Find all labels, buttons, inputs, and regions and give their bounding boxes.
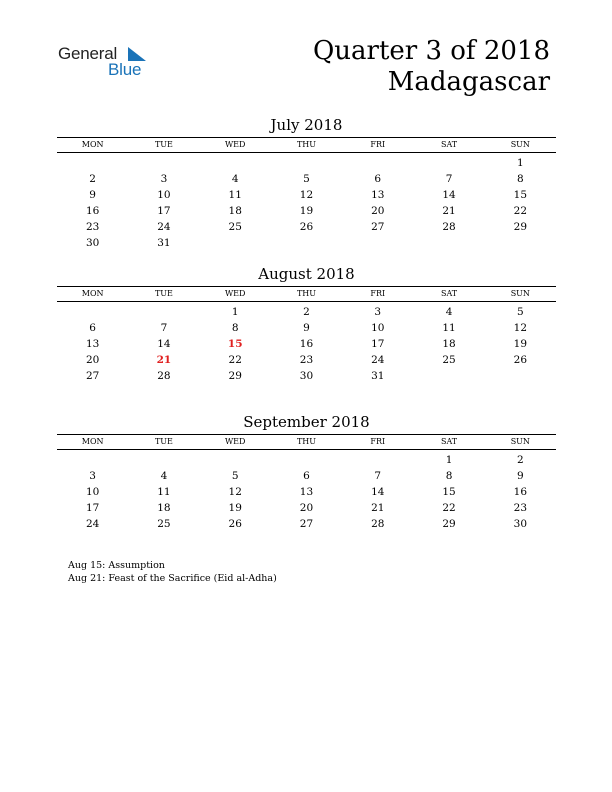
day-cell: 12 (513, 322, 528, 334)
weekday-label: MON (81, 289, 104, 298)
day-cell: 9 (516, 470, 524, 482)
title-country: Madagascar (387, 67, 550, 97)
day-cell: 20 (85, 354, 100, 366)
day-cell: 30 (513, 518, 528, 530)
general-blue-logo (58, 44, 168, 84)
weekday-label: WED (224, 437, 246, 446)
week-row (57, 516, 556, 532)
day-cell (485, 368, 556, 384)
weekday-label: MON (81, 140, 104, 149)
day-cell: 18 (157, 502, 171, 514)
day-cell: 29 (442, 518, 456, 530)
day-cell: 7 (160, 322, 168, 334)
day-cell: 12 (299, 189, 314, 201)
weekday-label: WED (224, 289, 246, 298)
day-cell: 14 (442, 189, 456, 201)
day-cell: 16 (299, 338, 314, 350)
day-cell: 18 (228, 205, 242, 217)
day-cell: 26 (228, 518, 242, 530)
day-cell: 24 (371, 354, 385, 366)
day-cell: 8 (231, 322, 239, 334)
day-cell: 31 (157, 237, 171, 249)
day-cell (271, 155, 342, 171)
month-title: September 2018 (243, 413, 370, 431)
day-cell: 26 (299, 221, 314, 233)
day-cell: 10 (157, 189, 171, 201)
week-row (57, 500, 556, 516)
week-row (57, 336, 556, 352)
day-cell (200, 155, 271, 171)
holiday-notes (68, 559, 277, 585)
day-cell: 9 (89, 189, 96, 201)
day-cell: 17 (157, 205, 171, 217)
day-cell: 4 (160, 470, 168, 482)
week-row (57, 155, 556, 171)
weekday-label: SUN (510, 289, 530, 298)
week-row (57, 203, 556, 219)
day-cell: 21 (442, 205, 456, 217)
week-row (57, 219, 556, 235)
weekday-label: SAT (440, 140, 458, 149)
day-cell: 15 (442, 486, 456, 498)
day-cell (342, 155, 413, 171)
day-cell: 5 (231, 470, 239, 482)
day-cell: 23 (299, 354, 314, 366)
day-cell: 20 (299, 502, 314, 514)
day-cell: 19 (228, 502, 242, 514)
day-cell (271, 235, 342, 251)
day-cell (485, 235, 556, 251)
day-cell: 4 (231, 173, 239, 185)
day-cell: 20 (371, 205, 385, 217)
day-cell: 29 (228, 370, 242, 382)
day-cell: 30 (299, 370, 314, 382)
day-cell: 13 (299, 486, 314, 498)
month-calendar (57, 264, 556, 384)
day-cell (413, 155, 484, 171)
day-cell: 16 (85, 205, 100, 217)
day-cell: 28 (442, 221, 456, 233)
week-row (57, 304, 556, 320)
day-cell: 25 (228, 221, 242, 233)
day-cell: 22 (228, 354, 242, 366)
week-row (57, 352, 556, 368)
day-cell: 6 (303, 470, 310, 482)
holiday-note: Aug 15: Assumption (68, 560, 165, 571)
day-cell: 7 (374, 470, 382, 482)
weekday-label: THU (296, 437, 317, 446)
day-cell: 31 (371, 370, 385, 382)
day-cell: 29 (513, 221, 528, 233)
weekday-label: SUN (510, 437, 530, 446)
day-cell: 10 (85, 486, 100, 498)
week-row (57, 368, 556, 384)
weekday-header (57, 286, 556, 302)
weekday-label: SAT (440, 289, 458, 298)
day-cell: 19 (299, 205, 314, 217)
title-quarter: Quarter 3 of 2018 (312, 36, 550, 66)
day-cell: 8 (445, 470, 453, 482)
day-cell: 27 (299, 518, 314, 530)
week-row (57, 468, 556, 484)
day-cell: 25 (442, 354, 456, 366)
day-cell: 18 (442, 338, 456, 350)
day-cell: 12 (228, 486, 242, 498)
holiday-note: Aug 21: Feast of the Sacrifice (Eid al-Adha) (68, 573, 277, 584)
day-cell: 14 (157, 338, 171, 350)
day-cell: 15 (227, 338, 243, 350)
month-title: July 2018 (270, 116, 343, 134)
day-cell (342, 452, 413, 468)
day-cell: 4 (445, 306, 453, 318)
day-cell: 7 (445, 173, 453, 185)
day-cell: 8 (516, 173, 524, 185)
day-cell: 13 (371, 189, 385, 201)
day-cell: 3 (374, 306, 382, 318)
day-cell: 2 (303, 306, 310, 318)
day-cell: 5 (516, 306, 524, 318)
weekday-label: TUE (154, 289, 173, 298)
day-cell: 28 (157, 370, 171, 382)
logo-text-blue: Blue (108, 60, 142, 79)
month-title: August 2018 (258, 265, 355, 283)
day-cell (342, 235, 413, 251)
weekday-label: TUE (154, 437, 173, 446)
day-cell: 15 (513, 189, 528, 201)
weekday-label: WED (224, 140, 246, 149)
week-row (57, 187, 556, 203)
day-cell: 6 (89, 322, 96, 334)
day-cell: 9 (303, 322, 310, 334)
day-cell: 1 (231, 306, 239, 318)
day-cell: 24 (157, 221, 171, 233)
weekday-label: SAT (440, 437, 458, 446)
day-cell (128, 155, 199, 171)
day-cell: 14 (371, 486, 385, 498)
day-cell: 1 (516, 157, 524, 169)
day-cell (271, 452, 342, 468)
day-cell: 24 (85, 518, 100, 530)
day-cell: 22 (442, 502, 456, 514)
day-cell: 1 (445, 454, 453, 466)
day-cell (128, 304, 199, 320)
weekday-label: MON (81, 437, 104, 446)
day-cell: 27 (85, 370, 100, 382)
day-cell: 6 (374, 173, 382, 185)
day-cell (413, 368, 484, 384)
day-cell (413, 235, 484, 251)
weekday-label: THU (296, 140, 317, 149)
day-cell: 2 (89, 173, 96, 185)
week-row (57, 171, 556, 187)
page-title (313, 36, 550, 98)
day-cell: 3 (160, 173, 168, 185)
day-cell (128, 452, 199, 468)
weekday-label: FRI (370, 140, 386, 149)
day-cell: 21 (371, 502, 385, 514)
weekday-header (57, 137, 556, 153)
day-cell: 26 (513, 354, 528, 366)
day-cell (57, 304, 128, 320)
day-cell: 22 (513, 205, 528, 217)
weekday-label: TUE (154, 140, 173, 149)
day-cell: 23 (513, 502, 528, 514)
weekday-header (57, 434, 556, 450)
weekday-label: FRI (370, 437, 386, 446)
day-cell: 3 (89, 470, 96, 482)
day-cell: 11 (157, 486, 171, 498)
day-cell: 5 (303, 173, 310, 185)
month-calendar (57, 412, 556, 532)
day-cell (57, 155, 128, 171)
day-cell: 10 (371, 322, 385, 334)
day-cell (200, 235, 271, 251)
day-cell (57, 452, 128, 468)
logo-text-general: General (58, 44, 118, 63)
week-row (57, 484, 556, 500)
weekday-label: FRI (370, 289, 386, 298)
day-cell: 28 (371, 518, 385, 530)
day-cell: 2 (516, 454, 524, 466)
day-cell: 25 (157, 518, 171, 530)
week-row (57, 452, 556, 468)
day-cell: 30 (85, 237, 100, 249)
weekday-label: SUN (510, 140, 530, 149)
day-cell: 19 (513, 338, 528, 350)
day-cell: 27 (371, 221, 385, 233)
day-cell: 11 (228, 189, 242, 201)
day-cell: 21 (156, 354, 172, 366)
day-cell (200, 452, 271, 468)
day-cell: 17 (371, 338, 385, 350)
weekday-label: THU (296, 289, 317, 298)
day-cell: 13 (85, 338, 100, 350)
day-cell: 23 (85, 221, 100, 233)
day-cell: 16 (513, 486, 528, 498)
month-calendar (57, 115, 556, 251)
week-row (57, 235, 556, 251)
day-cell: 11 (442, 322, 456, 334)
week-row (57, 320, 556, 336)
day-cell: 17 (85, 502, 100, 514)
